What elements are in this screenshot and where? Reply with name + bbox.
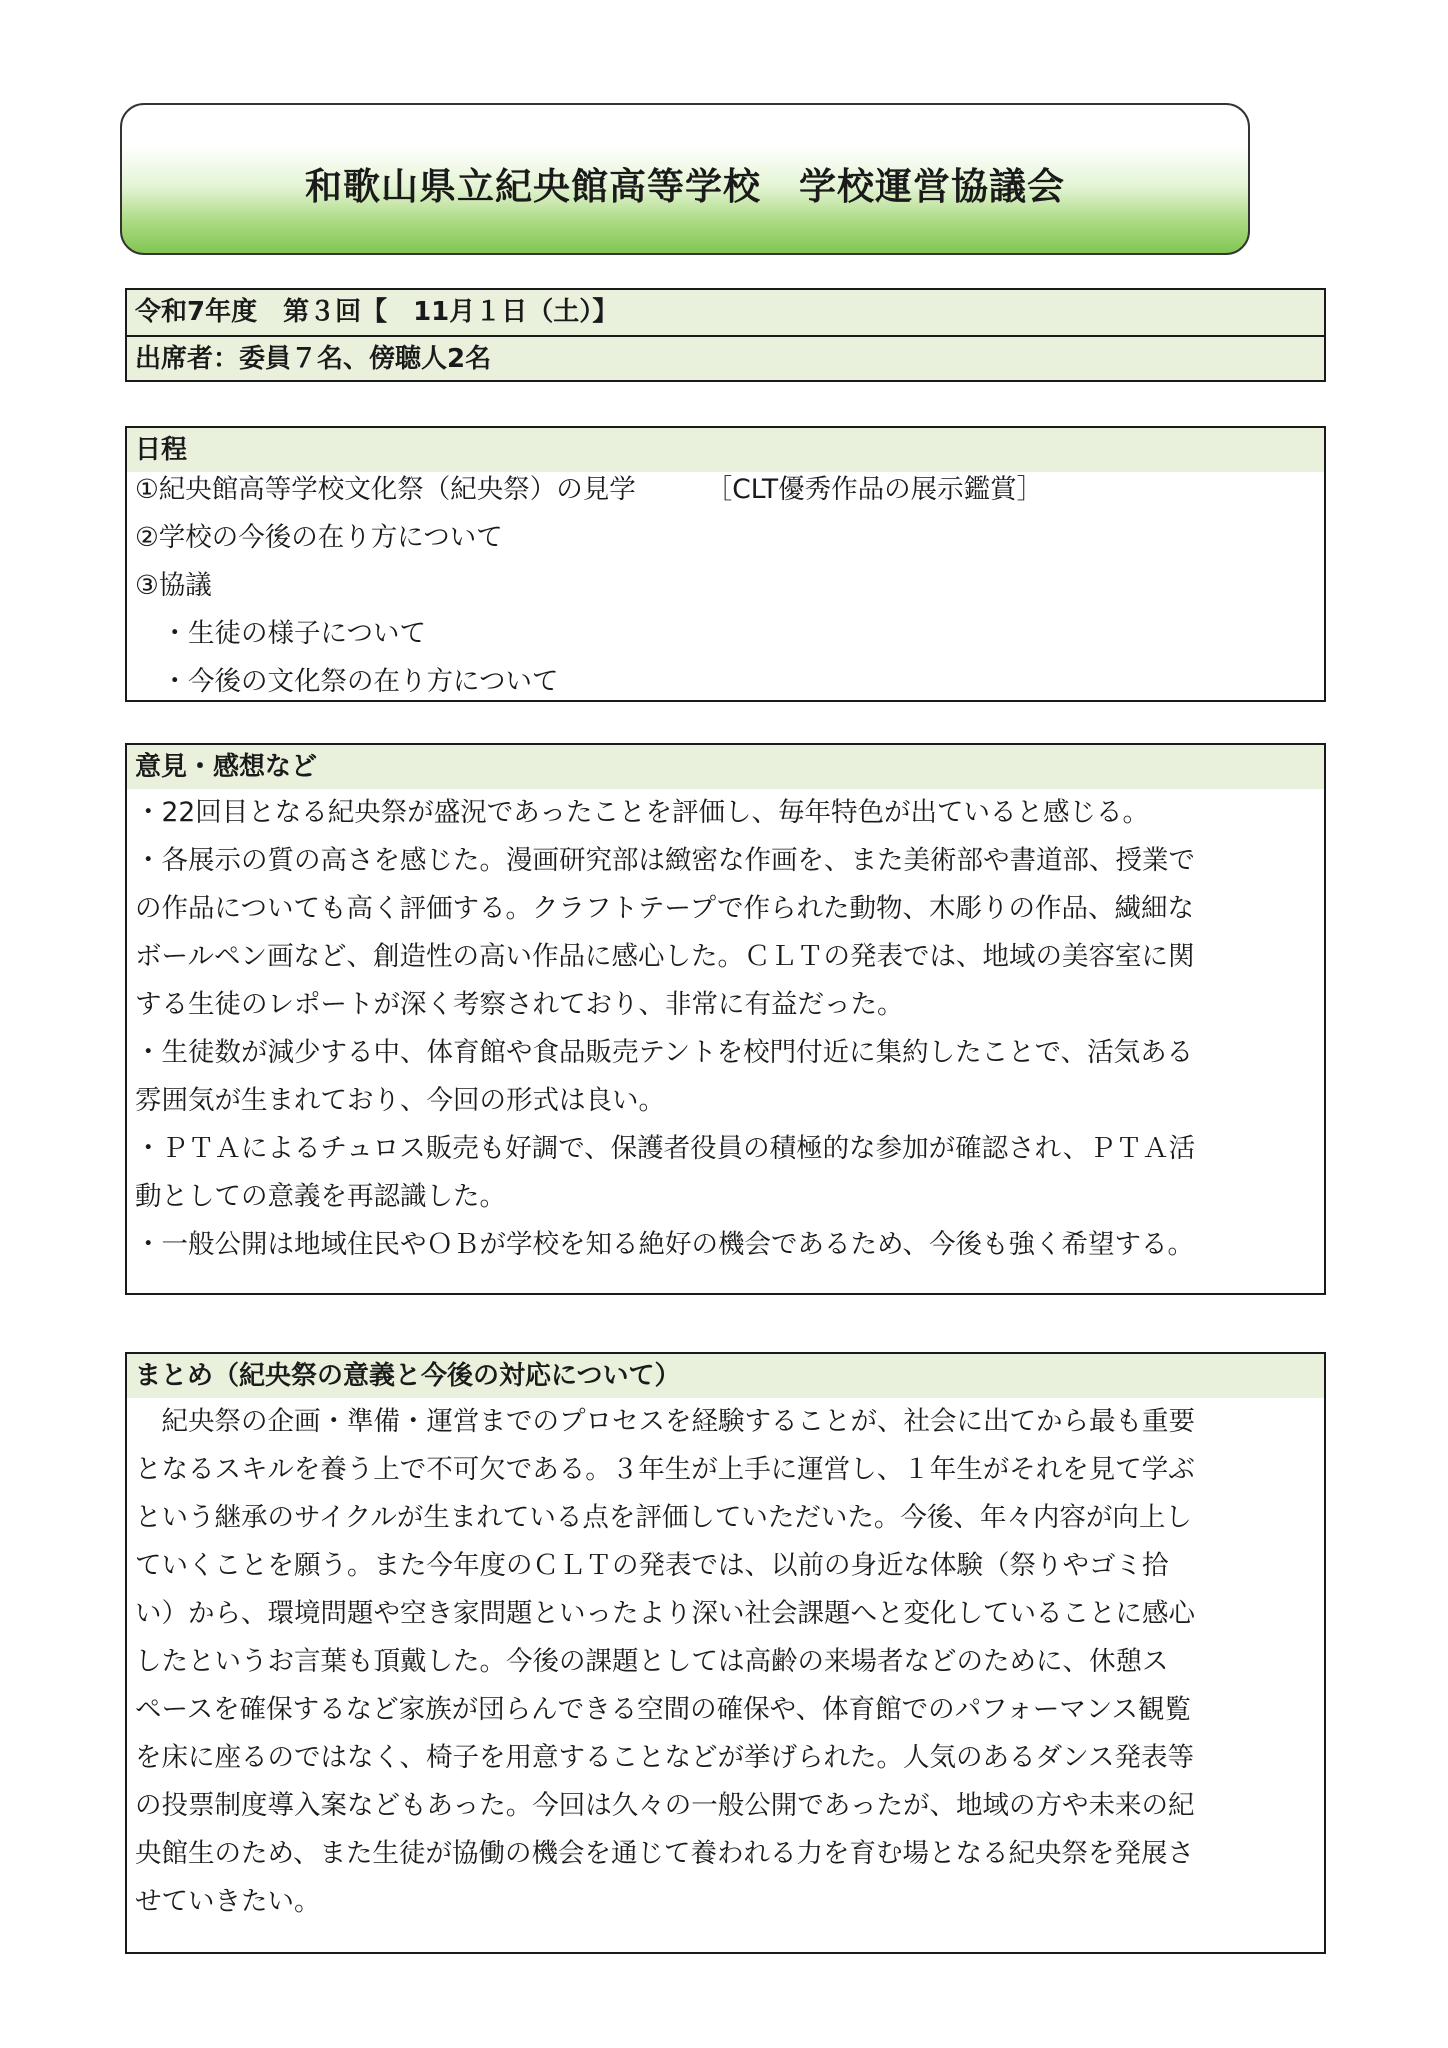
summary-line: を床に座るのではなく、椅子を用意することなどが挙げられた。人気のあるダンス発表等 bbox=[135, 1742, 1194, 1773]
opinions-line: ・生徒数が減少する中、体育館や食品販売テントを校門付近に集約したことで、活気ある bbox=[135, 1037, 1194, 1068]
schedule-item-1-note: ［CLT優秀作品の展示鑑賞］ bbox=[705, 474, 1044, 505]
schedule-item-1: ①紀央館高等学校文化祭（紀央祭）の見学 bbox=[135, 474, 636, 505]
schedule-sub-item-1: ・生徒の様子について bbox=[135, 618, 426, 649]
summary-line: の投票制度導入案などもあった。今回は久々の一般公開であったが、地域の方や未来の紀 bbox=[135, 1790, 1195, 1821]
document-title-banner bbox=[120, 103, 1250, 255]
schedule-box bbox=[125, 426, 1326, 702]
summary-box bbox=[125, 1352, 1326, 1954]
summary-line: ていくことを願う。また今年度のＣＬＴの発表では、以前の身近な体験（祭りやゴミ拾 bbox=[135, 1550, 1169, 1581]
opinions-box bbox=[125, 743, 1326, 1295]
opinions-line: 動としての意義を再認識した。 bbox=[135, 1181, 506, 1212]
opinions-line: ・22回目となる紀央祭が盛況であったことを評価し、毎年特色が出ていると感じる。 bbox=[135, 797, 1149, 828]
summary-line: 央館生のため、また生徒が協働の機会を通じて養われる力を育む場となる紀央祭を発展さ bbox=[135, 1838, 1194, 1869]
meeting-session-line: 令和7年度 第３回【 11月１日（土）】 bbox=[127, 290, 1324, 335]
opinions-line: ・一般公開は地域住民やＯＢが学校を知る絶好の機会であるため、今後も強く希望する。 bbox=[135, 1229, 1194, 1260]
opinions-line: ボールペン画など、創造性の高い作品に感心した。ＣＬＴの発表では、地域の美容室に関 bbox=[135, 941, 1195, 972]
document-title: 和歌山県立紀央館高等学校 学校運営協議会 bbox=[305, 165, 1065, 208]
summary-line: したというお言葉も頂戴した。今後の課題としては高齢の来場者などのために、休憩ス bbox=[135, 1646, 1169, 1677]
meeting-info-box bbox=[125, 288, 1326, 382]
schedule-item-1-row bbox=[127, 466, 1324, 514]
meeting-attendees-line: 出席者：委員７名、傍聴人2名 bbox=[127, 335, 1324, 380]
opinions-line: ・ＰＴＡによるチュロス販売も好調で、保護者役員の積極的な参加が確認され、ＰＴＡ活 bbox=[135, 1133, 1196, 1164]
summary-line: ペースを確保するなど家族が団らんできる空間の確保や、体育館でのパフォーマンス観覧 bbox=[135, 1694, 1192, 1725]
schedule-item-3: ③協議 bbox=[135, 570, 212, 601]
schedule-sub-item-2: ・今後の文化祭の在り方について bbox=[135, 666, 559, 697]
summary-line: い）から、環境問題や空き家問題といったより深い社会課題へと変化していることに感心 bbox=[135, 1598, 1195, 1629]
summary-line: となるスキルを養う上で不可欠である。３年生が上手に運営し、１年生がそれを見て学ぶ bbox=[135, 1454, 1195, 1485]
schedule-heading: 日程 bbox=[127, 428, 1324, 472]
schedule-item-2: ②学校の今後の在り方について bbox=[135, 522, 503, 553]
opinions-line: 雰囲気が生まれており、今回の形式は良い。 bbox=[135, 1085, 665, 1116]
summary-line: せていきたい。 bbox=[135, 1886, 321, 1917]
opinions-heading: 意見・感想など bbox=[127, 745, 1324, 789]
summary-line: という継承のサイクルが生まれている点を評価していただいた。今後、年々内容が向上し bbox=[135, 1502, 1192, 1533]
summary-heading: まとめ（紀央祭の意義と今後の対応について） bbox=[127, 1354, 1324, 1398]
opinions-line: する生徒のレポートが深く考察されており、非常に有益だった。 bbox=[135, 989, 904, 1020]
opinions-line: ・各展示の質の高さを感じた。漫画研究部は緻密な作画を、また美術部や書道部、授業で bbox=[135, 845, 1195, 876]
summary-line: 紀央祭の企画・準備・運営までのプロセスを経験することが、社会に出てから最も重要 bbox=[135, 1406, 1195, 1437]
opinions-line: の作品についても高く評価する。クラフトテープで作られた動物、木彫りの作品、繊細な bbox=[135, 893, 1194, 924]
